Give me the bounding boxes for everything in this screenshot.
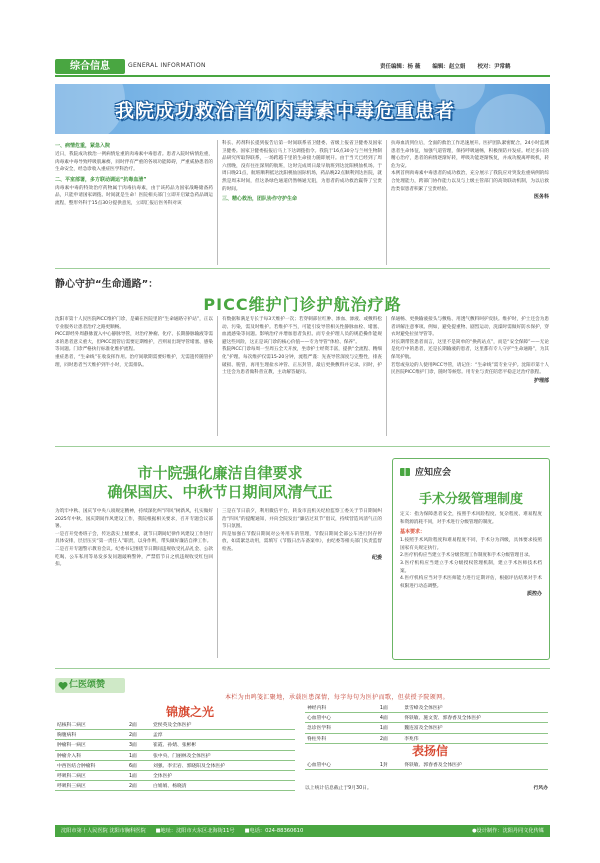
paragraph: 肉毒素中毒的特效治疗药物属于肉毒抗毒素，由于该药品为国家战略储备药品，只能申请国家调拨。时间就是生命！医院相关部门立即开启紧急药品调运流程，整形外科于15点30分提供意见，立即汇报后医务科对该 <box>55 185 213 206</box>
article-banner <box>55 84 550 134</box>
article-title: 市十院强化廉洁自律要求 <box>137 464 303 482</box>
paragraph: 沈阳市第十人民医院PICC维护门诊，是确在医院里的“生命通路守护站”，正以专业服务让患者治疗之路更顺畅。 <box>55 317 213 330</box>
count-cell: 1封 <box>378 760 402 770</box>
section-separator <box>55 668 550 669</box>
paragraph: 本例首例肉毒素中毒患者的成功救治，充分展示了我院应对突发危重病例的综合处理能力，跨部门协作能力以及与上级主管部门的高效联动机制，为以后救治类似患者积累了宝贵经验。 <box>391 171 549 192</box>
recipient-cell: 孟淳 <box>151 730 295 740</box>
paragraph: 二是召开专题警示教育会议。纪委书记围绕节日期间违规收受礼品礼金、公款吃喝、公车私用等易发多发问题敲响警钟，严禁借节日之机违规收受红包回扣。 <box>55 546 213 568</box>
dept-cell: 心血管中心 <box>305 713 378 723</box>
dept-cell: 结核科二病区 <box>55 720 127 730</box>
count-cell: 2面 <box>127 720 151 730</box>
column-divider <box>386 140 387 265</box>
recipient-cell: 魏连富及全体医护 <box>402 723 548 733</box>
box-body <box>393 511 549 597</box>
paragraph: 三是在节日前夕，利用微信平台，转发市直机关纪检监察工委关于节日期间纠治“四风”的提醒通知，并向全院发出“廉洁过双节”倡议，持续营造风清气正的节日氛围。 <box>222 509 382 530</box>
dept-cell: 肿瘤介入科 <box>55 750 127 760</box>
paragraph: 抗毒血清到位后，全面的救治工作迅速展开。医护团队紧密配合，24小时监测患者生命体征，加强气道管理，保持呼吸通畅，积极预防并发症。经过多日的精心治疗，患者的病情逐渐好转，呼吸功能逐渐恢复，并成功脱离呼吸机，转危为安。 <box>391 141 549 169</box>
rules-box <box>392 458 550 660</box>
count-cell: 3面 <box>127 740 151 750</box>
recipient-cell: 景雪峰及全体医护 <box>402 703 548 713</box>
author: 纪委 <box>371 554 382 561</box>
table-row <box>305 723 548 733</box>
count-cell: 1面 <box>378 703 402 713</box>
recipient-cell: 佟轶敏、郭春香及全体医护 <box>402 760 548 770</box>
dept-cell: 呼吸科二病区 <box>55 770 127 780</box>
paragraph: PICC即经外周静脉置入中心静脉导管，对治疗肿瘤、化疗、长期静脉输液等需求的患者意义重大，但PICC置管后需要定期维护，否则易出现导管堵塞、感染等问题。门诊严格执行标准化维护流程。 <box>55 332 213 353</box>
letters-table <box>305 760 548 770</box>
article3-title-block <box>55 464 385 502</box>
paragraph: 重症患者，“生命线”在收发挥作用。治疗间歇期需要好维护，无需遗传随管护理，同时患者当天维护到半小时，无需排队。 <box>55 354 213 368</box>
count-cell: 1面 <box>127 770 151 780</box>
footer-org: 沈阳市第十人民医院 沈阳市胸科医院 <box>61 828 146 834</box>
box-heading: 应知应会 <box>415 468 452 478</box>
recipient-cell: 全体医护 <box>151 770 295 780</box>
author: 质控办 <box>526 591 542 598</box>
paragraph: 定义：指为保障患者安全，按照手术风险程度、复杂程度、难易程度和资源消耗不同，对手术进行分级管理的制度。 <box>400 512 542 525</box>
recipient-cell: 白娟娟、杨晓清 <box>151 781 295 791</box>
letters-title: 表扬信 <box>411 744 448 758</box>
table-row <box>55 760 295 770</box>
dept-cell: 呼吸科三病区 <box>55 781 127 791</box>
count-cell: 2面 <box>127 781 151 791</box>
box-title: 手术分级管理制度 <box>418 492 523 507</box>
banner-awards-table-2 <box>305 703 548 744</box>
author: 行风办 <box>533 786 548 791</box>
paragraph: 一是召开党委班子会，传达落实上级要求，就节日期间纪律作风建设工作进行具体安排，层层压实“第一责任人”职责，以身作则，带头做好廉洁自律工作。 <box>55 531 213 545</box>
awards-note: 本栏为由鸣笺汇聚地，承载医患深情，每字每句为医护而歌，但获授予院颁网。 <box>225 694 450 701</box>
rule-item: 1.按照手术风险程度和难易程度不同，手术分为四级，具体要求按照国家有关规定执行。 <box>400 538 542 551</box>
article-title: PICC维护门诊护航治疗路 <box>203 295 402 314</box>
section-tab: 综合信息 <box>55 59 125 74</box>
subheading: 二、平室部署，多方联动调运“抗毒血清” <box>55 176 147 183</box>
column-divider <box>217 140 218 265</box>
table-row <box>55 720 295 730</box>
table-row <box>55 750 295 760</box>
article2-col1 <box>55 316 213 369</box>
subheading: 三、精心救治，团队协作守护生命 <box>222 196 298 203</box>
paragraph: 近日，我院成功救治一例病情危重的肉毒素中毒患者。患者入院时病情危重，肉毒素中毒导致呼吸肌麻痹，同时伴有严重的各项功能障碍，严重威胁患者的生命安全，经急诊收入重症医学科治疗。 <box>55 152 213 173</box>
footer-phone: ■电话：024-88360610 <box>244 828 304 834</box>
dept-cell: 神经内科 <box>305 703 378 713</box>
awards-stats: 以上统计信息截止于9月30日。 <box>305 786 372 791</box>
subheading: 基本要求： <box>400 529 426 536</box>
paragraph: 四是加强在节假日期间对公务用车的管理，节假日期间全部公车进行封存停放，如需紧急动用，需填写《节假日出车备案单》，由纪委等相关部门负责监督检查。 <box>222 531 382 552</box>
footer-design: ●设计制作：沈阳丹同文化传媒 <box>472 828 544 834</box>
proof-credit: 校对：尹常鹤 <box>477 64 511 70</box>
recipient-cell: 李兆伟 <box>402 733 548 743</box>
awards-tab: 仁医颂赞 <box>55 678 125 693</box>
paragraph: 我院PICC门诊每周一至周五全天开放，坐诊护士经资丰富，提供“全流程、精细化”护理。每次维护仅需15-20分钟，流程严谨：先查导管深度与完整性，排查破损、脱管，再用生理盐水冲管、正压封管，最后更换敷料并记录。同时，护士还会为患者做科普宣教，主动解答疑问。 <box>222 347 382 376</box>
footer-address: ■地址：沈阳市大东区北海街11号 <box>155 828 235 834</box>
article-heading: 静心守护“生命通路”： <box>55 279 159 290</box>
article-subtitle: 确保国庆、中秋节日期间风清气正 <box>107 483 333 501</box>
table-row <box>55 740 295 750</box>
count-cell: 1面 <box>378 723 402 733</box>
banner-awards-table <box>55 720 295 791</box>
author: 护理部 <box>533 377 549 384</box>
count-cell: 1面 <box>127 750 151 760</box>
count-cell: 2面 <box>127 730 151 740</box>
table-row <box>55 770 295 780</box>
article1-col3 <box>391 140 549 200</box>
section-separator <box>55 446 550 447</box>
count-cell: 4面 <box>378 713 402 723</box>
banner-awards-title: 锦旗之光 <box>165 705 214 719</box>
rule-item: 3.医疗机构应当建立手术分级授权管理机制，建立手术医师技术档案。 <box>400 560 542 574</box>
recipient-cell: 党侯英及全体医护 <box>151 720 295 730</box>
header-rule <box>55 75 550 77</box>
paragraph: 有数据和满足专长于每3天维护一次；若穿刺部位红肿、渗血、渗液、或敷料松动、污染，需及时维护。若维护不当，可能引发导管相关性静脉血栓、堵塞、血流感染等问题。影响治疗并增加患者负担。而专业护理人员的规范操作能规避这些风险，这正是该门诊的核心价值——专为导管“体检、保养”。 <box>222 317 382 345</box>
footer-bar <box>55 825 550 837</box>
column-divider <box>217 316 218 436</box>
box-header <box>399 465 549 478</box>
paragraph: 保通畅、更换输液接头与敷贴、用透气敷料呵护皮肤。维护时，护士还会为患者讲解注意事项。例如，避免提重物、剧烈运动，洗澡时需做好防水保护，穿衣时避免拉扯导管等。 <box>391 317 549 338</box>
editor-credits <box>380 62 510 70</box>
recipient-cell: 刘强、李宏岩、郭晓阳及全体医护 <box>151 760 295 770</box>
paragraph: 为筑牢中秋、国庆节中央八项规定精神，持续深化纠“四风”树新风，扎实做好2025年中秋、国庆期间作风建设工作，我院根据相关要求，召开专题会议部署。 <box>55 509 213 530</box>
awards-stats-line <box>305 784 548 791</box>
recipient-cell: 崔霞、孙婧、张彬彬 <box>151 740 295 750</box>
article3-col1 <box>55 508 213 569</box>
column-divider <box>386 316 387 436</box>
recipient-cell: 佟轶敏、施文贺、郭春香及全体医护 <box>402 713 548 723</box>
dept-cell: 肿瘤科一病区 <box>55 740 127 750</box>
paragraph: 科长、药剂科长提到报告后第一时间联系省卫健委、省级上报省卫健委及国家卫健委。国家卫健委报报后马上下达调拨指令。我院于16点30分与兰州生物制品研究所取得联系，一场跨越千里的生命接力随即展开。由于当天已经到了周六傍晚，没有往往深刻的航班，这时完成周日最早航班到达沈阳桃仙机场。于周日晚21点，航班顺利抵达沈阳桃仙国际机场，药品晚22点顺利到达医院，就然是周末时间，但这条绿色通道仍然畅通无阻，为患者的成功救治赢得了宝贵的时间。 <box>222 141 382 192</box>
layout-credit: 编辑：赵立娟 <box>432 64 466 70</box>
paragraph: 对长期带管患者而言，这里不是简单的“换药站点”，而是“安全保障”——无论是化疗中的患者，还是长期输液的患者，这里都有专人守护“生命通路”，为其保驾护航。 <box>391 339 549 360</box>
subheading: 一、病情危重，紧急入院 <box>55 143 111 149</box>
book-icon <box>399 466 411 478</box>
rule-item: 2.医疗机构应当建立手术分级管理工作制度和手术分级管理目录。 <box>400 553 534 559</box>
table-row <box>305 760 548 770</box>
article1-col1 <box>55 140 213 208</box>
editor-credit: 责任编辑：杨 薇 <box>380 64 421 70</box>
section-english: GENERAL INFORMATION <box>128 62 206 69</box>
table-row <box>55 781 295 791</box>
dept-cell: 胸腹病科 <box>55 730 127 740</box>
column-divider <box>217 508 218 658</box>
dept-cell: 脊柱外科 <box>305 733 378 743</box>
recipient-cell: 张中央、门丽林及全体医护 <box>151 750 295 760</box>
count-cell: 2面 <box>378 733 402 743</box>
table-row <box>305 713 548 723</box>
table-row <box>305 703 548 713</box>
article2-col2 <box>222 316 382 377</box>
section-separator <box>55 268 550 269</box>
dept-cell: 中西医结合肿瘤科 <box>55 760 127 770</box>
paragraph: 若您或身边的人使用PICC导管，请记住：“生命线”需专业守护。沈阳市第十人民医院PICC维护门诊，随时等候您。用专业与责任陪您平稳走过治疗旅程。 <box>391 362 549 376</box>
article1-col2 <box>222 140 382 204</box>
article3-col2 <box>222 508 382 561</box>
dept-cell: 急诊医学科 <box>305 723 378 733</box>
article2-col3 <box>391 316 549 384</box>
article-title: 我院成功救治首例肉毒素中毒危重患者 <box>115 100 456 122</box>
author: 医务科 <box>533 194 549 201</box>
count-cell: 6面 <box>127 760 151 770</box>
heart-icon <box>58 681 68 691</box>
rule-item: 4.医疗机构应当对手术医师能力进行定期评估，根据评估结果对手术权限进行动态调整。 <box>400 576 542 589</box>
table-row <box>55 730 295 740</box>
dept-cell: 心血管中心 <box>305 760 378 770</box>
